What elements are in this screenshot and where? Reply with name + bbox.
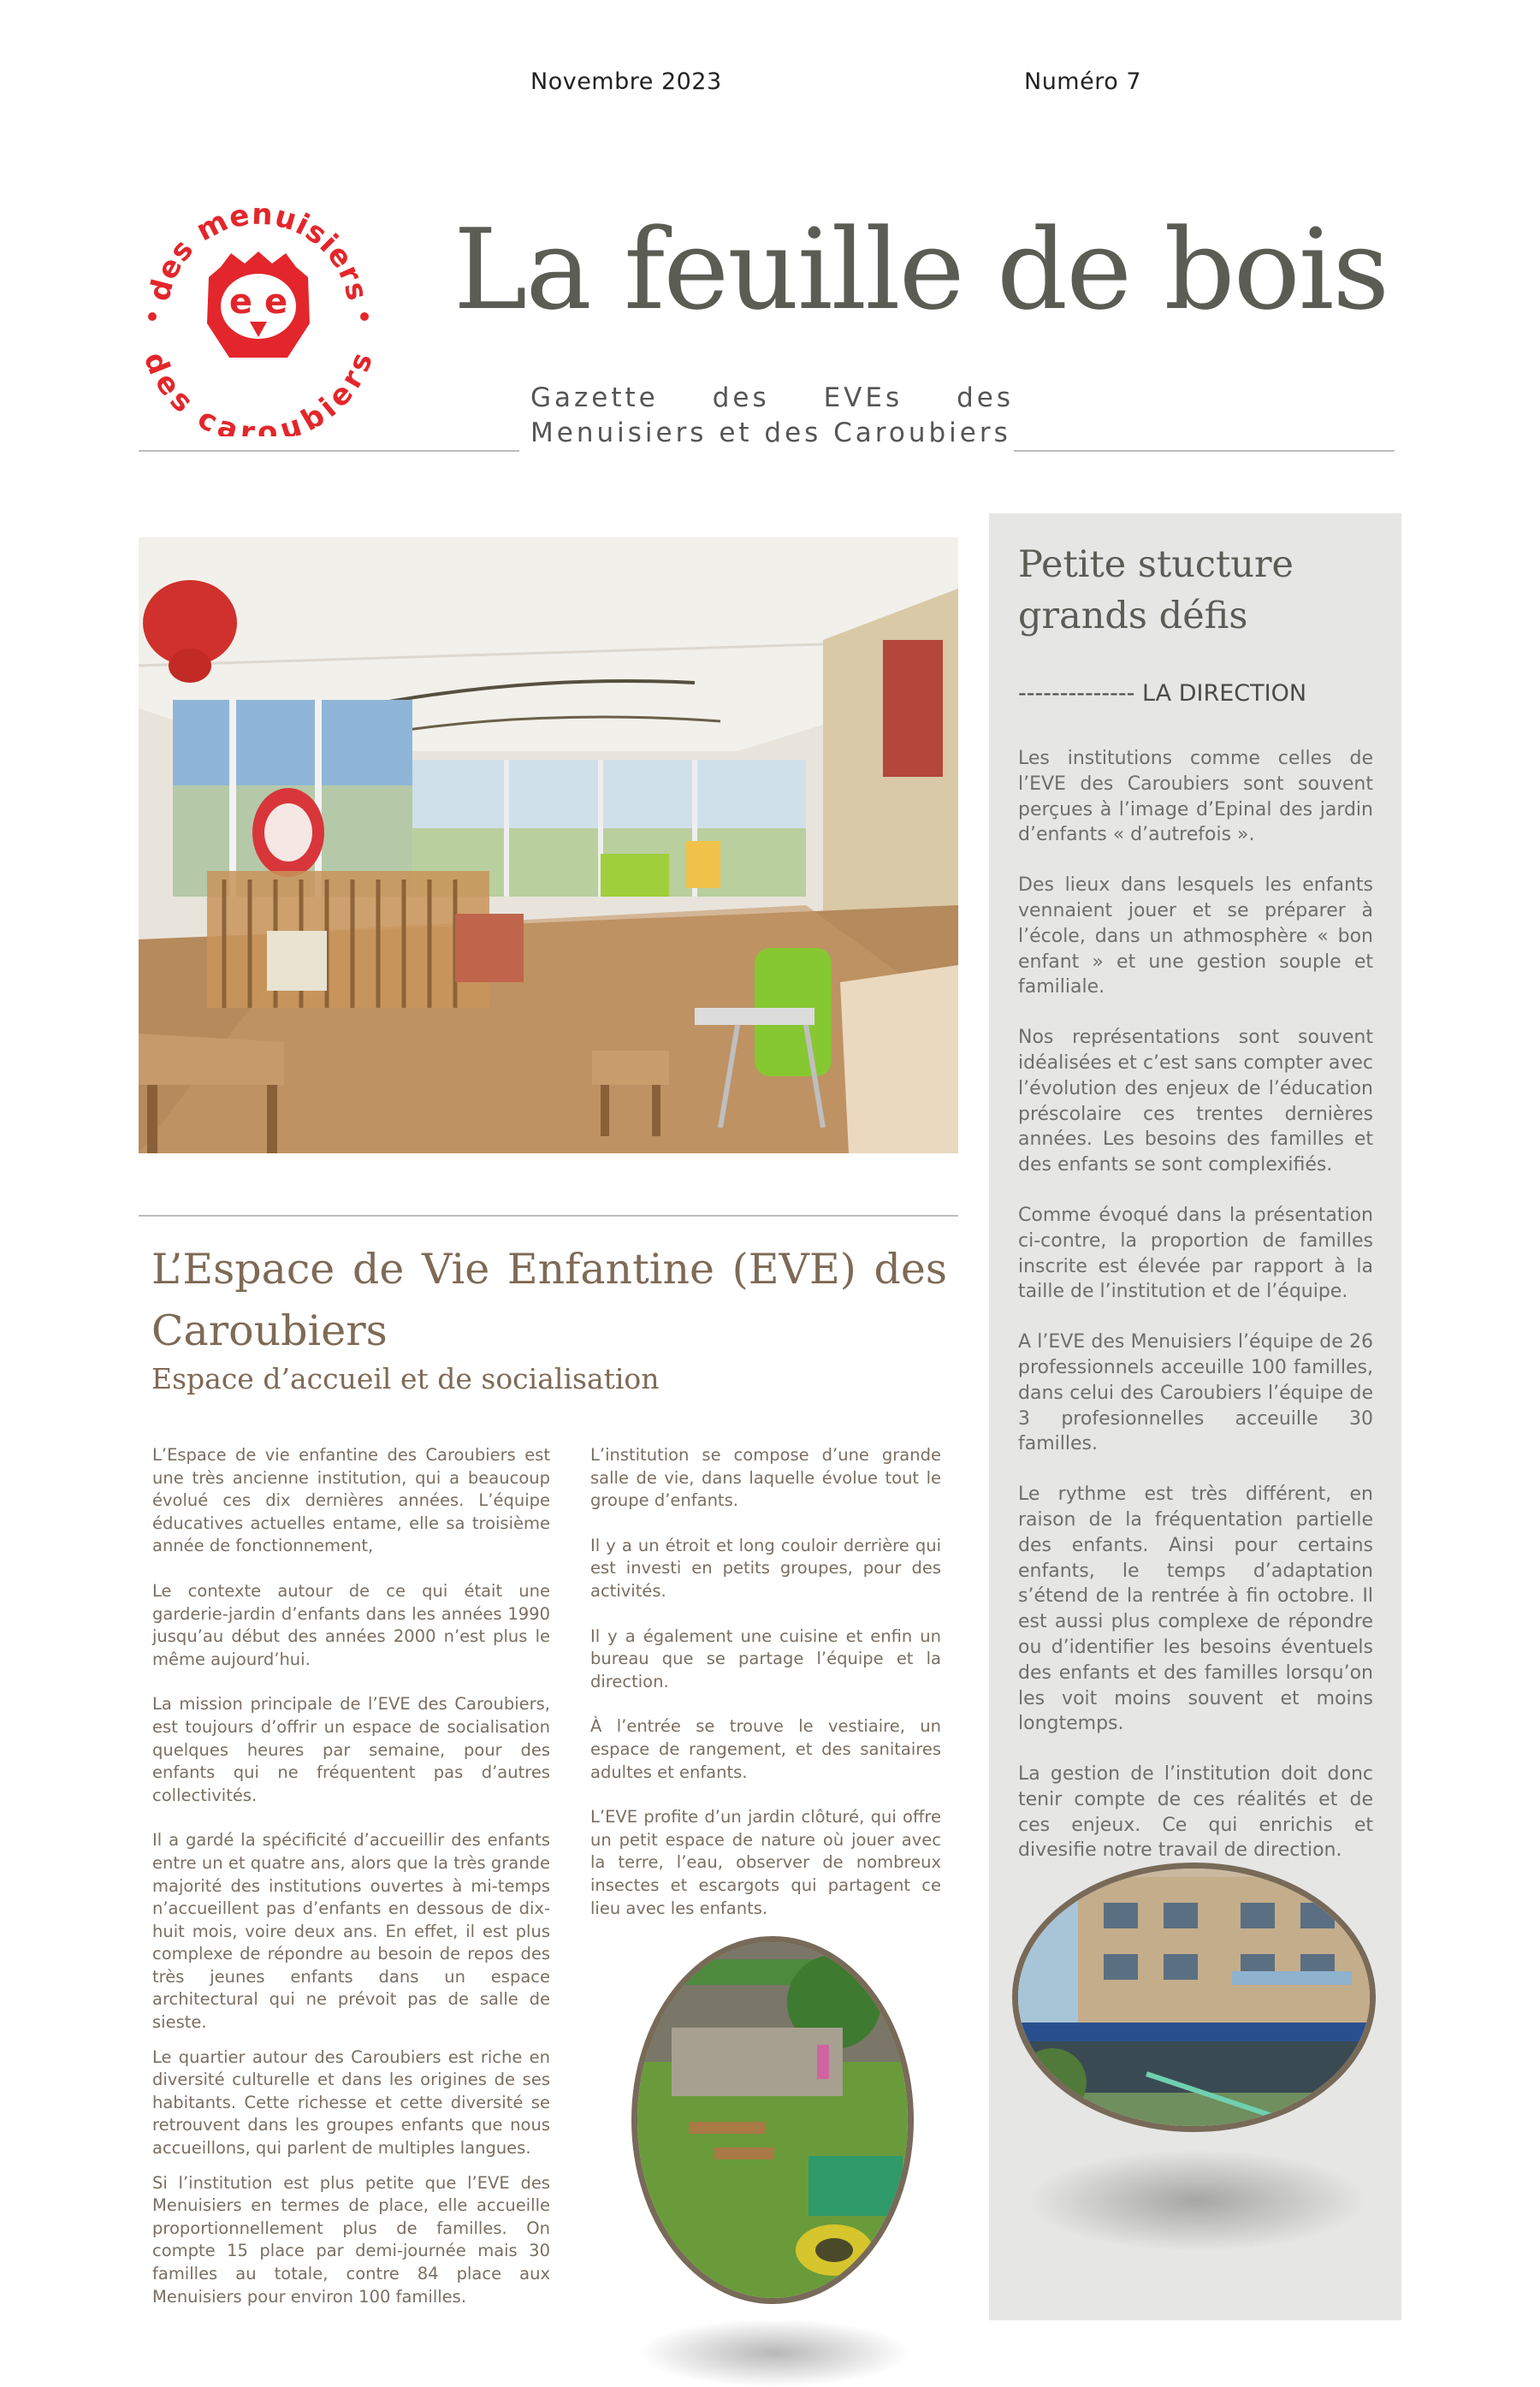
garden-photo	[631, 1936, 914, 2304]
logo-bottom-text: es caroubier	[147, 363, 371, 436]
subtitle-word: EVEs	[823, 382, 903, 413]
sidebar-title: Petite stucture grands défis	[1018, 543, 1294, 637]
subtitle-word: des	[957, 382, 1014, 413]
article-paragraph: Le quartier autour des Caroubiers est riche en diversité culturelle et dans les origines de ses habitants. Cette richesse et cette diversité se retrouvent dans les groupes enfants que nous accueillons, qui parlent de multiples langues.	[152, 2046, 550, 2159]
article-paragraph: L’EVE profite d’un jardin clôturé, qui offre un petit espace de nature où jouer avec la terre, l’eau, observer de nombreux insectes et escargots qui partagent ce lieu avec les enfants.	[590, 1807, 941, 1918]
article-divider	[139, 1215, 958, 1217]
sidebar-paragraph: Comme évoqué dans la présentation ci-contre, la proportion de familles inscrite est élevée par rapport à la taille de l’institution et de l’équipe.	[1018, 1204, 1373, 1303]
garden-photo-shadow	[637, 2319, 911, 2387]
logo-letters: e e	[228, 282, 288, 322]
subtitle-word: des	[712, 382, 770, 413]
article-paragraph: L’institution se compose d’une grande salle de vie, dans laquelle évolue tout le groupe d’enfants.	[590, 1445, 941, 1511]
issue-number: Numéro 7	[1024, 68, 1142, 95]
sidebar-text	[1018, 746, 1373, 1888]
logo-top-text: des menuisiers	[142, 197, 375, 305]
logo	[142, 195, 375, 436]
article-paragraph: Il a gardé la spécificité d’accueillir des enfants entre un et quatre ans, alors que la très grande majorité des institutions ouvertes à mi-temps n’accueillent pas d’enfants en dessous de dix-huit mois, voire deux ans. En effet, il est plus complexe de répondre au besoin de repos des très jeunes enfants dans un espace architectural qui ne prévoit pas de salle de sieste.	[152, 1830, 550, 2033]
sidebar-paragraph: Nos représentations sont souvent idéalisées et c’est sans compter avec l’évolution des enjeux de l’éducation préscolaire ces trentes dernières années. Les besoins des familles et des enfants se sont complexifiés.	[1018, 1027, 1373, 1176]
sidebar-paragraph: Le rythme est très différent, en raison de la fréquentation partielle des enfants. Ainsi pour certains enfants, le temps d’adaptation s’étend de la rentrée à fin octobre. Il est aussi plus complexe de répondre ou d’identifier les besoins éventuels des enfants et des familles lorsqu’on les voit moins souvent et moins longtemps.	[1018, 1484, 1373, 1735]
sidebar-paragraph: Les institutions comme celles de l’EVE des Caroubiers sont souvent perçues à l’image d’Epinal des jardin d’enfants « d’autrefois ».	[1018, 748, 1373, 846]
article-paragraph: Il y a également une cuisine et enfin un bureau que se partage l’équipe et la direction.	[590, 1626, 941, 1691]
newsletter-subtitle	[530, 381, 1014, 451]
sidebar-paragraph: La gestion de l’institution doit donc tenir compte de ces réalités et de ces enjeux. Ce qui enrichis et divesifie notre travail de direction.	[1018, 1763, 1373, 1862]
logo-mark	[142, 195, 375, 436]
subtitle-word: Gazette	[530, 382, 659, 413]
article-subtitle: Espace d’accueil et de socialisation	[151, 1362, 660, 1395]
article-paragraph: Il y a un étroit et long couloir derrière qui est investi en petits groupes, pour des activités.	[590, 1535, 941, 1601]
article-paragraph: Le contexte autour de ce qui était une garderie-jardin d’enfants dans les années 1990 jusqu’au début des années 2000 n’est plus le même aujourd’hui.	[152, 1580, 550, 1669]
sidebar-author: -------------- LA DIRECTION	[1018, 680, 1307, 707]
newsletter-title: La feuille de bois	[453, 204, 1389, 335]
article-paragraph: La mission principale de l’EVE des Caroubiers, est toujours d’offrir un espace de socialisation quelques heures par semaine, pour des enfants qui ne fréquentent pas d’autres collectivités.	[152, 1694, 550, 1805]
subtitle-line-2: Menuisiers et des Caroubiers	[530, 418, 1011, 448]
header-rule-right	[1014, 450, 1395, 452]
article-column-2	[590, 1444, 941, 1942]
article-title: L’Espace de Vie Enfantine (EVE) des Caroubiers	[151, 1245, 947, 1355]
header-rule-left	[139, 450, 519, 452]
article-column-1	[152, 1444, 550, 2331]
article-paragraph: Si l’institution est plus petite que l’EVE des Menuisiers en termes de place, elle accueille proportionnellement plus de familles. On compte 15 place par demi-journée mais 30 familles au totale, contre 84 place aux Menuisiers pour environ 100 familles.	[152, 2172, 550, 2307]
classroom-photo	[139, 537, 958, 1153]
sidebar-paragraph: Des lieux dans lesquels les enfants vennaient jouer et se préparer à l’école, dans un athmosphère « bon enfant » et une gestion souple et familiale.	[1018, 874, 1373, 998]
svg-text:des caroubiers	[142, 347, 375, 436]
sidebar-paragraph: A l’EVE des Menuisiers l’équipe de 26 professionnels acceuille 100 familles, dans celui des Caroubiers l’équipe de 3 profesionnelles acceuille 30 familles.	[1018, 1331, 1373, 1455]
building-photo	[1012, 1863, 1376, 2132]
article-paragraph: L’Espace de vie enfantine des Caroubiers est une très ancienne institution, qui a beaucoup évolué ces dix dernières années. L’équipe éducatives actuelles entame, elle sa troisième année de fonctionnement,	[152, 1445, 550, 1556]
building-photo-shadow	[1027, 2149, 1369, 2252]
issue-date: Novembre 2023	[530, 68, 722, 95]
article-paragraph: À l’entrée se trouve le vestiaire, un espace de rangement, et des sanitaires adultes et enfants.	[590, 1716, 941, 1782]
